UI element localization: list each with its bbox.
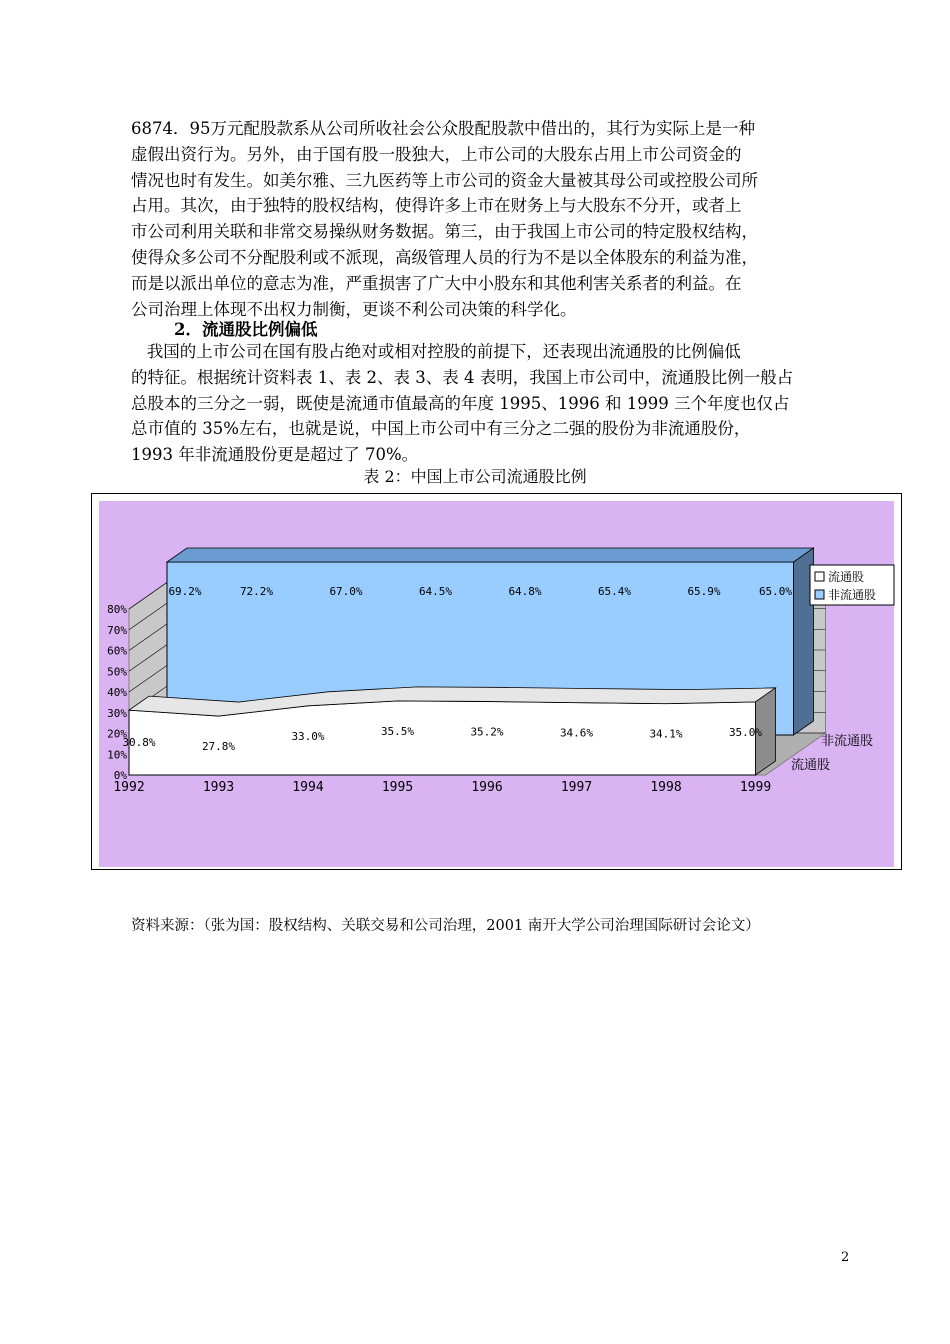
data-label-nonfloat: 65.4% bbox=[597, 585, 632, 599]
data-label-nonfloat: 64.5% bbox=[418, 585, 453, 599]
data-label-float: 34.1% bbox=[649, 727, 683, 741]
text-line: 我国的上市公司在国有股占绝对或相对控股的前提下，还表现出流通股的比例偏低 bbox=[131, 342, 741, 361]
series-ribbon-nonfloat bbox=[167, 548, 814, 562]
y-tick-label: 0% bbox=[113, 769, 127, 782]
source-note: 资料来源：（张为国：股权结构、关联交易和公司治理，2001 南开大学公司治理国际研讨会论文） bbox=[131, 918, 760, 934]
paragraph-1 bbox=[131, 116, 854, 322]
table-caption: 表 2：中国上市公司流通股比例 bbox=[363, 467, 587, 486]
area-chart bbox=[91, 493, 902, 870]
text-line: 情况也时有发生。如美尔雅、三九医药等上市公司的资金大量被其母公司或控股公司所 bbox=[131, 170, 758, 190]
data-label-nonfloat: 65.0% bbox=[758, 585, 793, 599]
y-tick-label: 40% bbox=[107, 686, 127, 699]
data-label-nonfloat: 67.0% bbox=[329, 585, 363, 599]
text-line: 6874．95万元配股款系从公司所收社会公众股配股款中借出的，其行为实际上是一种 bbox=[131, 119, 755, 138]
paragraph-2 bbox=[131, 339, 854, 468]
text-line: 市公司利用关联和非常交易操纵财务数据。第三，由于我国上市公司的特定股权结构， bbox=[131, 222, 758, 242]
depth-label-nonfloat: 非流通股 bbox=[821, 734, 874, 749]
x-tick-label: 1994 bbox=[292, 780, 324, 795]
data-label-float: 35.5% bbox=[380, 724, 415, 738]
text-line: 1993 年非流通股份更是超过了 70%。 bbox=[131, 445, 419, 465]
y-tick-label: 60% bbox=[107, 644, 127, 658]
y-tick-label: 50% bbox=[107, 665, 127, 679]
data-label-float: 33.0% bbox=[291, 729, 325, 743]
legend-swatch-nonfloat bbox=[815, 590, 824, 599]
text-line: 占用。其次，由于独特的股权结构，使得许多上市在财务上与大股东不分开，或者上 bbox=[131, 196, 742, 216]
text-line: 使得众多公司不分配股利或不派现，高级管理人员的行为不是以全体股东的利益为准， bbox=[131, 247, 758, 267]
data-label-float: 30.8% bbox=[122, 736, 156, 750]
x-tick-label: 1997 bbox=[560, 780, 593, 795]
legend-swatch-float bbox=[815, 572, 824, 581]
x-tick-label: 1996 bbox=[471, 780, 503, 795]
data-label-float: 35.0% bbox=[728, 725, 763, 739]
chart-figure bbox=[91, 493, 902, 870]
data-label-float: 34.6% bbox=[559, 726, 594, 740]
x-tick-label: 1993 bbox=[202, 780, 235, 795]
text-line: 公司治理上体现不出权力制衡，更谈不利公司决策的科学化。 bbox=[131, 299, 577, 319]
y-tick-label: 80% bbox=[107, 603, 127, 616]
x-tick-label: 1992 bbox=[113, 780, 145, 795]
section-heading: 2．流通股比例偏低 bbox=[174, 320, 318, 339]
text-line: 总股本的三分之一弱，既使是流通市值最高的年度 1995、1996 和 1999 三个年度也仅占 bbox=[131, 393, 790, 413]
x-tick-label: 1998 bbox=[650, 780, 682, 795]
data-label-nonfloat: 69.2% bbox=[168, 585, 202, 599]
text-line: 虚假出资行为。另外，由于国有股一股独大，上市公司的大股东占用上市公司资金的 bbox=[131, 144, 742, 164]
y-tick-label: 10% bbox=[107, 748, 127, 762]
data-label-nonfloat: 72.2% bbox=[239, 585, 274, 599]
legend-label-nonfloat: 非流通股 bbox=[828, 588, 877, 602]
x-tick-label: 1999 bbox=[739, 780, 772, 795]
data-label-float: 27.8% bbox=[201, 740, 236, 754]
y-tick-label: 20% bbox=[107, 727, 127, 741]
text-line: 的特征。根据统计资料表 1、表 2、表 3、表 4 表明，我国上市公司中，流通股比例一般占 bbox=[131, 367, 794, 387]
depth-label-float: 流通股 bbox=[791, 758, 831, 773]
x-tick-label: 1995 bbox=[381, 780, 414, 795]
data-label-nonfloat: 65.9% bbox=[687, 585, 721, 599]
data-label-nonfloat: 64.8% bbox=[508, 585, 542, 599]
text-line: 总市值的 35%左右，也就是说，中国上市公司中有三分之二强的股份为非流通股份， bbox=[131, 419, 751, 439]
data-label-float: 35.2% bbox=[470, 725, 504, 739]
text-line: 而是以派出单位的意志为准，严重损害了广大中小股东和其他利害关系者的利益。在 bbox=[131, 273, 742, 293]
legend-label-float: 流通股 bbox=[828, 570, 865, 584]
y-tick-label: 70% bbox=[107, 623, 127, 637]
y-tick-label: 30% bbox=[107, 706, 127, 720]
page-number: 2 bbox=[841, 1250, 850, 1265]
